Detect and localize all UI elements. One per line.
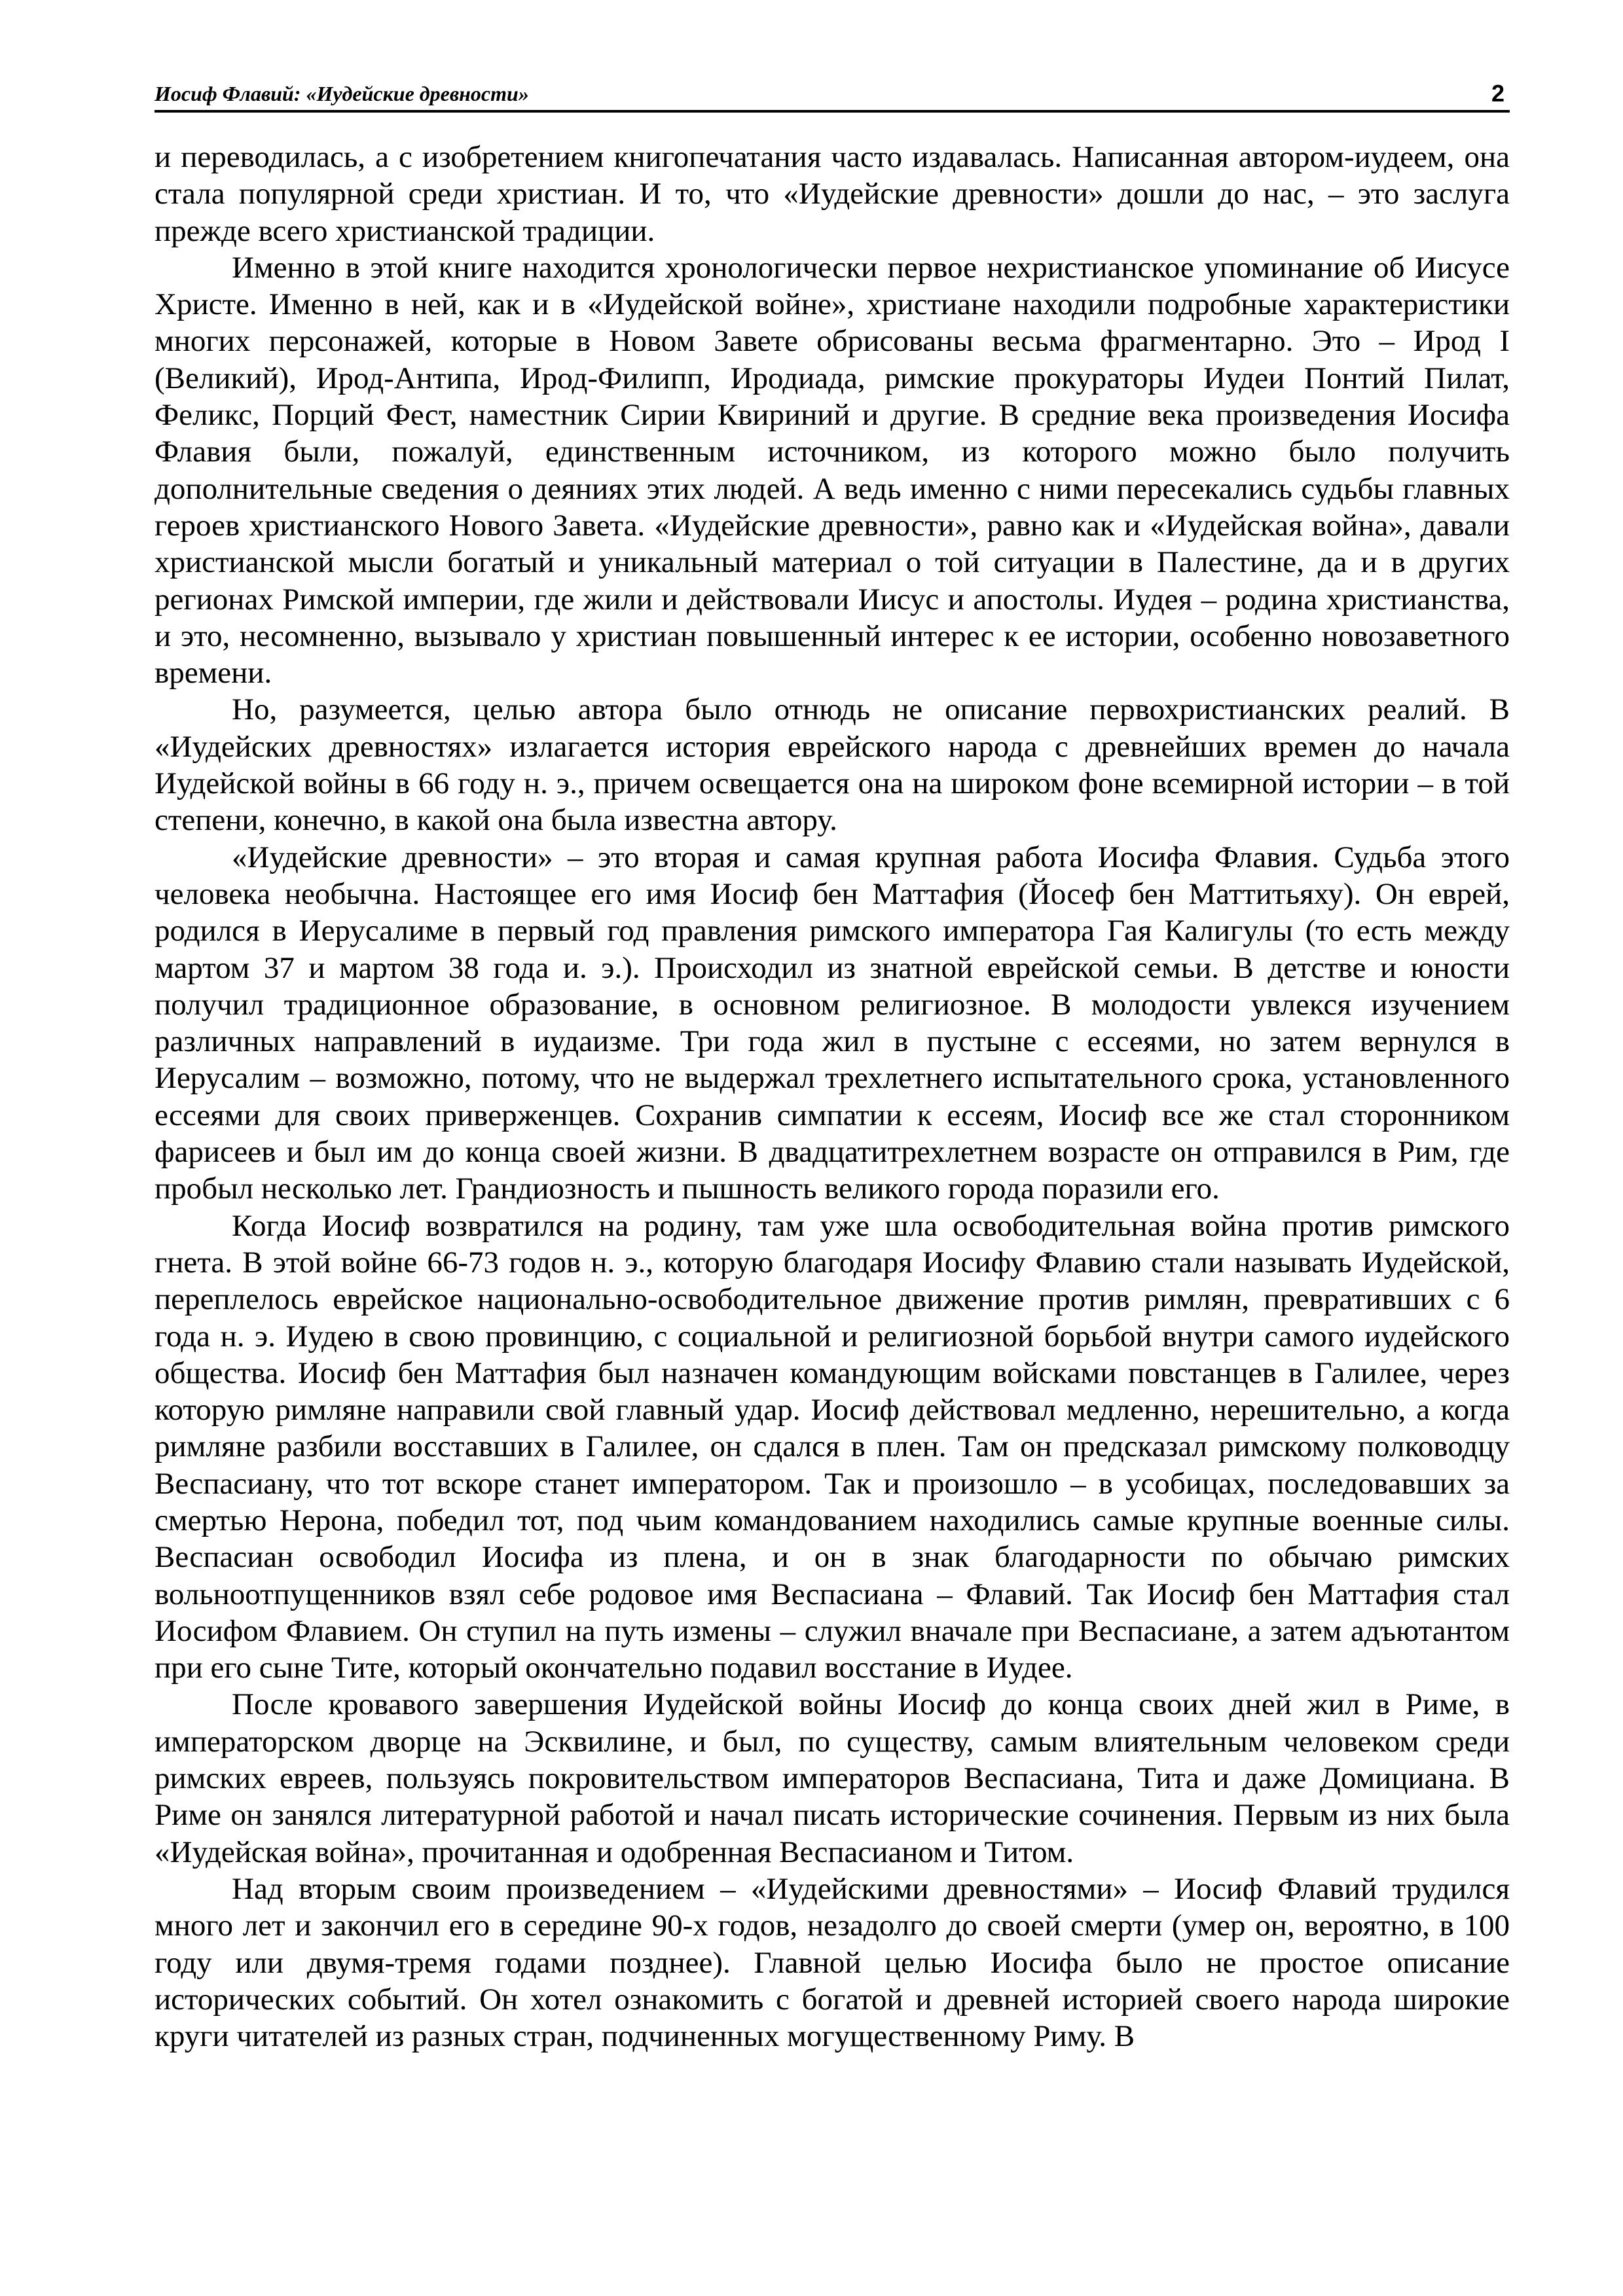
paragraph-7: Над вторым своим произведением – «Иудейскими древностями» – Иосиф Флавий трудился много лет и закончил его в середине 90-х годов, незадолго до своей смерти (умер он, вероятно, в 100 году или двумя-тремя годами позднее). Главной целью Иосифа было не простое описание исторических событий. Он хотел ознакомить с богатой и древней историей своего народа широкие круги читателей из разных стран, подчиненных могущественному Риму. В (155, 1871, 1510, 2054)
paragraph-3: Но, разумеется, целью автора было отнюдь не описание первохристианских реалий. В «Иудейских древностях» излагается история еврейского народа с древнейших времен до начала Иудейской войны в 66 году н. э., причем освещается она на широком фоне всемирной истории – в той степени, конечно, в какой она была известна автору. (155, 692, 1510, 838)
page-number: 2 (1491, 80, 1504, 107)
paragraph-2: Именно в этой книге находится хронологически первое нехристианское упоминание об Иисусе Христе. Именно в ней, как и в «Иудейской войне», христиане находили подробные характеристики многих персонажей, которые в Новом Завете обрисованы весьма фрагментарно. Это – Ирод I (Великий), Ирод-Антипа, Ирод-Филипп, Иродиада, римские прокураторы Иудеи Понтий Пилат, Феликс, Порций Фест, наместник Сирии Квириний и другие. В средние века произведения Иосифа Флавия были, пожалуй, единственным источником, из которого можно было получить дополнительные сведения о деяниях этих людей. А ведь именно с ними пересекались судьбы главных героев христианского Нового Завета. «Иудейские древности», равно как и «Иудейская война», давали христианской мысли богатый и уникальный материал о той ситуации в Палестине, да и в других регионах Римской империи, где жили и действовали Иисус и апостолы. Иудея – родина христианства, и это, несомненно, вызывало у христиан повышенный интерес к ее истории, особенно новозаветного времени. (155, 250, 1510, 691)
paragraph-5: Когда Иосиф возвратился на родину, там уже шла освободительная война против римского гнета. В этой войне 66-73 годов н. э., которую благодаря Иосифу Флавию стали называть Иудейской, переплелось еврейское национально-освободительное движение против римлян, превративших с 6 года н. э. Иудею в свою провинцию, с социальной и религиозной борьбой внутри самого иудейского общества. Иосиф бен Маттафия был назначен командующим войсками повстанцев в Галилее, через которую римляне направили свой главный удар. Иосиф действовал медленно, нерешительно, а когда римляне разбили восставших в Галилее, он сдался в плен. Там он предсказал римскому полководцу Веспасиану, что тот вскоре станет императором. Так и произошло – в усобицах, последовавших за смертью Нерона, победил тот, под чьим командованием находились самые крупные военные силы. Веспасиан освободил Иосифа из плена, и он в знак благодарности по обычаю римских вольноотпущенников взял себе родовое имя Веспасиана – Флавий. Так Иосиф бен Маттафия стал Иосифом Флавием. Он ступил на путь измены – служил вначале при Веспасиане, а затем адъютантом при его сыне Тите, который окончательно подавил восстание в Иудее. (155, 1208, 1510, 1685)
paragraph-6: После кровавого завершения Иудейской войны Иосиф до конца своих дней жил в Риме, в императорском дворце на Эсквилине, и был, по существу, самым влиятельным человеком среди римских евреев, пользуясь покровительством императоров Веспасиана, Тита и даже Домициана. В Риме он занялся литературной работой и начал писать исторические сочинения. Первым из них была «Иудейская война», прочитанная и одобренная Веспасианом и Титом. (155, 1687, 1510, 1869)
paragraph-1: и переводилась, а с изобретением книгопечатания часто издавалась. Написанная автором-иудеем, она стала популярной среди христиан. И то, что «Иудейские древности» дошли до нас, – это заслуга прежде всего христианской традиции. (155, 140, 1510, 248)
paragraph-4: «Иудейские древности» – это вторая и самая крупная работа Иосифа Флавия. Судьба этого человека необычна. Настоящее его имя Иосиф бен Маттафия (Йосеф бен Маттитьяху). Он еврей, родился в Иерусалиме в первый год правления римского императора Гая Калигулы (то есть между мартом 37 и мартом 38 года и. э.). Происходил из знатной еврейской семьи. В детстве и юности получил традиционное образование, в основном религиозное. В молодости увлекся изучением различных направлений в иудаизме. Три года жил в пустыне с ессеями, но затем вернулся в Иерусалим – возможно, потому, что не выдержал трехлетнего испытательного срока, установленного ессеями для своих приверженцев. Сохранив симпатии к ессеям, Иосиф все же стал сторонником фарисеев и был им до конца своей жизни. В двадцатитрехлетнем возрасте он отправился в Рим, где пробыл несколько лет. Грандиозность и пышность великого города поразили его. (155, 840, 1510, 1206)
body-text (155, 139, 1510, 2054)
page-header (155, 72, 1510, 113)
running-title: Иосиф Флавий: «Иудейские древности» (155, 82, 529, 105)
